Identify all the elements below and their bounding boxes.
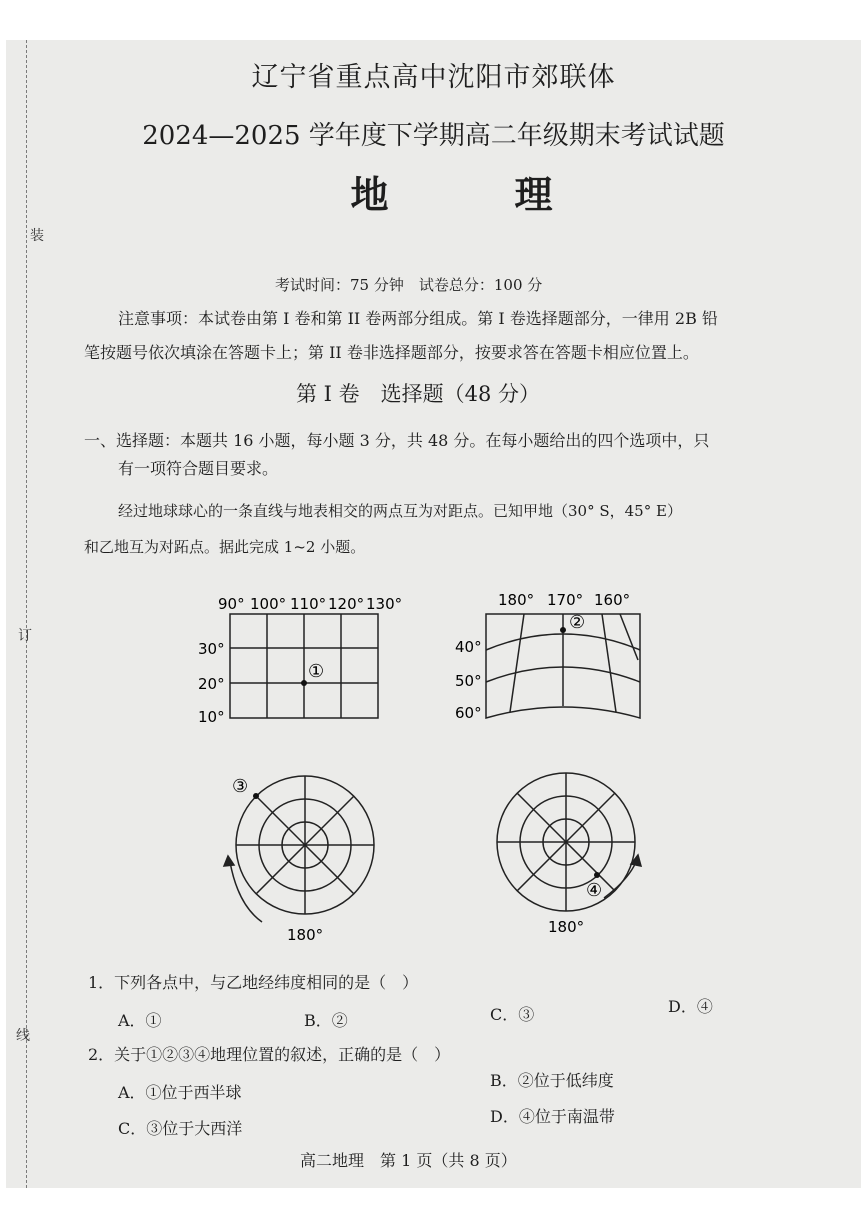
question-2-stem: 2．关于①②③④地理位置的叙述，正确的是（ ）: [88, 1045, 451, 1064]
fig1-lon-130: 130°: [366, 595, 403, 613]
section-instruction-1: 一、选择题：本题共 16 小题，每小题 3 分，共 48 分。在每小题给出的四个选项中，只: [84, 431, 710, 450]
fig2-lat-60: 60°: [455, 704, 482, 722]
fig1-lon-90: 90°: [218, 595, 245, 613]
question-1-option-b: B．②: [304, 1011, 348, 1030]
fig2-lon-180: 180°: [498, 591, 535, 609]
figure-2-point: [560, 627, 566, 633]
fig4-bottom-label: 180°: [548, 918, 585, 936]
binding-char-ding: 订: [18, 628, 32, 644]
question-1-option-d: D．④: [668, 997, 713, 1016]
section-instruction-2: 有一项符合题目要求。: [118, 459, 279, 478]
question-2-option-c: C．③位于大西洋: [118, 1119, 243, 1138]
figure-1-point: [301, 680, 307, 686]
figure-3-polar: [224, 776, 374, 922]
exam-time-score: 考试时间：75 分钟 试卷总分：100 分: [275, 276, 543, 294]
fig1-lon-100: 100°: [250, 595, 287, 613]
figure-4-polar: [497, 773, 641, 911]
fig3-point-label: ③: [232, 776, 249, 797]
fig2-lat-40: 40°: [455, 638, 482, 656]
fig2-point-label: ②: [569, 612, 586, 633]
question-1-option-c: C．③: [490, 1005, 535, 1024]
binding-char-zhuang: 装: [30, 228, 44, 244]
passage-line-2: 和乙地互为对跖点。据此完成 1~2 小题。: [84, 538, 366, 556]
exam-title: 2024—2025 学年度下学期高二年级期末考试试题: [142, 121, 725, 151]
school-title: 辽宁省重点高中沈阳市郊联体: [251, 62, 616, 93]
question-2-option-b: B．②位于低纬度: [490, 1071, 614, 1090]
fig2-lat-50: 50°: [455, 672, 482, 690]
fig4-point-label: ④: [586, 880, 603, 901]
notice-line-1: 注意事项：本试卷由第 I 卷和第 II 卷两部分组成。第 I 卷选择题部分，一律用 2B 铅: [118, 309, 718, 328]
question-2-option-a: A．①位于西半球: [118, 1083, 242, 1102]
figure-4-point: [594, 872, 600, 878]
fig1-point-label: ①: [308, 661, 325, 682]
question-2-option-d: D．④位于南温带: [490, 1107, 615, 1126]
fig2-lon-170: 170°: [547, 591, 584, 609]
fig1-lon-110: 110°: [290, 595, 327, 613]
fig1-lon-120: 120°: [328, 595, 365, 613]
page-footer: 高二地理 第 1 页（共 8 页）: [300, 1151, 517, 1170]
subject-title: 地 理: [350, 172, 597, 217]
question-1-stem: 1．下列各点中，与乙地经纬度相同的是（ ）: [88, 973, 419, 992]
passage-line-1: 经过地球球心的一条直线与地表相交的两点互为对距点。已知甲地（30° S，45° E）: [118, 502, 682, 520]
section-title: 第 I 卷 选择题（48 分）: [296, 382, 541, 406]
notice-line-2: 笔按题号依次填涂在答题卡上；第 II 卷非选择题部分，按要求答在答题卡相应位置上。: [84, 343, 699, 362]
fig3-bottom-label: 180°: [287, 926, 324, 944]
fig1-lat-20: 20°: [198, 675, 225, 693]
question-1-option-a: A．①: [118, 1011, 162, 1030]
binding-char-xian: 线: [16, 1028, 30, 1044]
fig1-lat-30: 30°: [198, 640, 225, 658]
figure-1-grid: [230, 614, 378, 718]
figure-3-point: [253, 793, 259, 799]
fig1-lat-10: 10°: [198, 708, 225, 726]
fig2-lon-160: 160°: [594, 591, 631, 609]
